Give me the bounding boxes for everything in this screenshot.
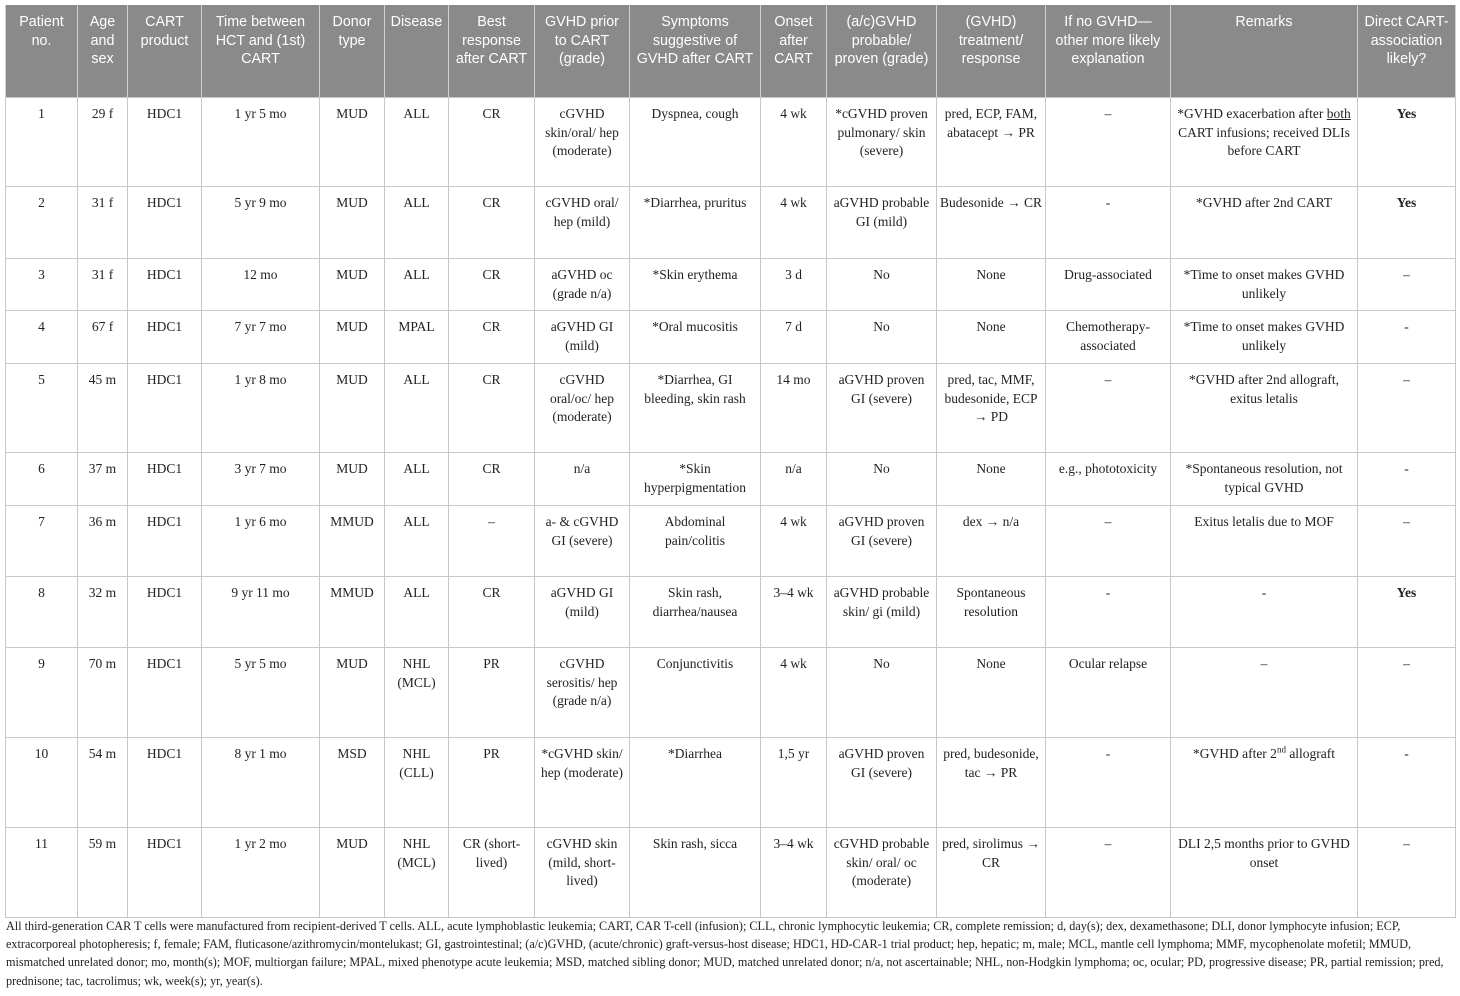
cell-explanation: e.g., phototoxicity <box>1046 453 1171 506</box>
cell-onset: 4 wk <box>761 187 827 259</box>
cell-remarks: *Time to onset makes GVHD unlikely <box>1171 311 1358 364</box>
cell-gvhd-proven: aGVHD proven GI (severe) <box>827 364 937 453</box>
cell-remarks: *Time to onset makes GVHD unlikely <box>1171 259 1358 311</box>
cell-patient-no: 1 <box>6 98 78 187</box>
cell-disease: NHL (MCL) <box>385 648 449 738</box>
cell-explanation: – <box>1046 828 1171 918</box>
cell-donor-type: MUD <box>320 828 385 918</box>
cell-symptoms: *Diarrhea, GI bleeding, skin rash <box>630 364 761 453</box>
cell-treatment: pred, tac, MMF, budesonide, ECP → PD <box>937 364 1046 453</box>
cell-time-hct-cart: 1 yr 8 mo <box>202 364 320 453</box>
cell-gvhd-prior: aGVHD GI (mild) <box>535 577 630 648</box>
cell-patient-no: 5 <box>6 364 78 453</box>
cell-disease: ALL <box>385 364 449 453</box>
remark-text: *GVHD exacerbation after <box>1177 106 1327 121</box>
cell-cart-association: – <box>1358 364 1456 453</box>
cell-age-sex: 32 m <box>78 577 128 648</box>
cell-time-hct-cart: 1 yr 5 mo <box>202 98 320 187</box>
cell-cart-association: - <box>1358 453 1456 506</box>
cell-cart-product: HDC1 <box>128 506 202 577</box>
cell-time-hct-cart: 3 yr 7 mo <box>202 453 320 506</box>
cell-cart-association: – <box>1358 648 1456 738</box>
cell-remarks: Exitus letalis due to MOF <box>1171 506 1358 577</box>
cell-age-sex: 67 f <box>78 311 128 364</box>
table-row <box>6 506 1456 577</box>
col-header-cart-association: Direct CART-association likely? <box>1358 5 1456 98</box>
col-header-explanation: If no GVHD—other more likely explanation <box>1046 5 1171 98</box>
cell-donor-type: MMUD <box>320 577 385 648</box>
cell-time-hct-cart: 5 yr 5 mo <box>202 648 320 738</box>
table-row <box>6 648 1456 738</box>
col-header-symptoms: Symptoms suggestive of GVHD after CART <box>630 5 761 98</box>
table-row <box>6 259 1456 311</box>
cell-age-sex: 31 f <box>78 187 128 259</box>
table-row <box>6 364 1456 453</box>
cell-donor-type: MSD <box>320 738 385 828</box>
cell-gvhd-prior: *cGVHD skin/ hep (moderate) <box>535 738 630 828</box>
table-row <box>6 187 1456 259</box>
cell-age-sex: 70 m <box>78 648 128 738</box>
cell-explanation: - <box>1046 187 1171 259</box>
cell-onset: 3 d <box>761 259 827 311</box>
cell-remarks: *GVHD after 2nd CART <box>1171 187 1358 259</box>
cell-gvhd-prior: cGVHD oral/ hep (mild) <box>535 187 630 259</box>
cell-gvhd-proven: aGVHD proven GI (severe) <box>827 738 937 828</box>
table-body <box>6 98 1456 918</box>
cell-cart-association: – <box>1358 259 1456 311</box>
cell-gvhd-prior: cGVHD skin (mild, short-lived) <box>535 828 630 918</box>
cell-disease: ALL <box>385 577 449 648</box>
cell-gvhd-proven: No <box>827 453 937 506</box>
cell-disease: ALL <box>385 506 449 577</box>
cell-remarks: – <box>1171 648 1358 738</box>
cell-best-response: PR <box>449 648 535 738</box>
cell-cart-product: HDC1 <box>128 187 202 259</box>
cell-time-hct-cart: 8 yr 1 mo <box>202 738 320 828</box>
cell-treatment: None <box>937 648 1046 738</box>
cell-time-hct-cart: 5 yr 9 mo <box>202 187 320 259</box>
cell-age-sex: 54 m <box>78 738 128 828</box>
cell-treatment: dex → n/a <box>937 506 1046 577</box>
cell-remarks <box>1171 98 1358 187</box>
cell-donor-type: MUD <box>320 98 385 187</box>
col-header-gvhd-proven: (a/c)GVHD probable/ proven (grade) <box>827 5 937 98</box>
cell-cart-association: – <box>1358 828 1456 918</box>
cell-best-response: PR <box>449 738 535 828</box>
cell-donor-type: MUD <box>320 648 385 738</box>
cell-remarks <box>1171 738 1358 828</box>
cell-remarks: *GVHD after 2nd allograft, exitus letalis <box>1171 364 1358 453</box>
cell-disease: MPAL <box>385 311 449 364</box>
cell-treatment: Spontaneous resolution <box>937 577 1046 648</box>
cell-patient-no: 4 <box>6 311 78 364</box>
cell-explanation: – <box>1046 98 1171 187</box>
cell-best-response: CR <box>449 453 535 506</box>
cell-remarks: DLI 2,5 months prior to GVHD onset <box>1171 828 1358 918</box>
table-row <box>6 311 1456 364</box>
cell-disease: ALL <box>385 187 449 259</box>
cell-age-sex: 29 f <box>78 98 128 187</box>
cell-cart-association: – <box>1358 506 1456 577</box>
cell-best-response: CR <box>449 259 535 311</box>
cell-cart-product: HDC1 <box>128 738 202 828</box>
col-header-cart-product: CART product <box>128 5 202 98</box>
cell-cart-product: HDC1 <box>128 364 202 453</box>
remark-text: allograft <box>1285 746 1336 761</box>
cell-best-response: CR (short-lived) <box>449 828 535 918</box>
cell-gvhd-prior: cGVHD serositis/ hep (grade n/a) <box>535 648 630 738</box>
cell-gvhd-proven: *cGVHD proven pulmonary/ skin (severe) <box>827 98 937 187</box>
col-header-remarks: Remarks <box>1171 5 1358 98</box>
cell-gvhd-proven: No <box>827 259 937 311</box>
cell-cart-product: HDC1 <box>128 453 202 506</box>
cell-patient-no: 8 <box>6 577 78 648</box>
cell-treatment: pred, sirolimus → CR <box>937 828 1046 918</box>
cell-cart-association: - <box>1358 311 1456 364</box>
cell-patient-no: 3 <box>6 259 78 311</box>
cell-disease: ALL <box>385 98 449 187</box>
cell-donor-type: MUD <box>320 259 385 311</box>
cell-patient-no: 11 <box>6 828 78 918</box>
cell-age-sex: 36 m <box>78 506 128 577</box>
cell-best-response: CR <box>449 187 535 259</box>
cell-remarks: - <box>1171 577 1358 648</box>
col-header-patient-no: Patient no. <box>6 5 78 98</box>
cell-cart-product: HDC1 <box>128 648 202 738</box>
cell-best-response: CR <box>449 98 535 187</box>
cell-patient-no: 7 <box>6 506 78 577</box>
cell-gvhd-prior: a- & cGVHD GI (severe) <box>535 506 630 577</box>
cell-cart-association: Yes <box>1358 577 1456 648</box>
col-header-onset: Onset after CART <box>761 5 827 98</box>
cell-donor-type: MUD <box>320 187 385 259</box>
cell-gvhd-proven: No <box>827 311 937 364</box>
cell-cart-association: Yes <box>1358 187 1456 259</box>
cell-onset: 4 wk <box>761 506 827 577</box>
cell-cart-product: HDC1 <box>128 577 202 648</box>
cell-gvhd-prior: cGVHD skin/oral/ hep (moderate) <box>535 98 630 187</box>
cell-patient-no: 9 <box>6 648 78 738</box>
col-header-best-response: Best response after CART <box>449 5 535 98</box>
cell-gvhd-prior: cGVHD oral/oc/ hep (moderate) <box>535 364 630 453</box>
cell-time-hct-cart: 9 yr 11 mo <box>202 577 320 648</box>
cell-symptoms: *Diarrhea <box>630 738 761 828</box>
cell-explanation: Ocular relapse <box>1046 648 1171 738</box>
cell-treatment: Budesonide → CR <box>937 187 1046 259</box>
table-row <box>6 828 1456 918</box>
cell-explanation: – <box>1046 364 1171 453</box>
cell-symptoms: *Skin hyperpigmentation <box>630 453 761 506</box>
cell-treatment: pred, ECP, FAM, abatacept → PR <box>937 98 1046 187</box>
cell-time-hct-cart: 12 mo <box>202 259 320 311</box>
cell-disease: NHL (CLL) <box>385 738 449 828</box>
cell-gvhd-proven: aGVHD proven GI (severe) <box>827 506 937 577</box>
cell-gvhd-prior: aGVHD GI (mild) <box>535 311 630 364</box>
cell-treatment: pred, budesonide, tac → PR <box>937 738 1046 828</box>
cell-donor-type: MUD <box>320 364 385 453</box>
cell-patient-no: 6 <box>6 453 78 506</box>
cell-age-sex: 31 f <box>78 259 128 311</box>
cell-symptoms: *Diarrhea, pruritus <box>630 187 761 259</box>
col-header-treatment: (GVHD) treatment/ response <box>937 5 1046 98</box>
cell-symptoms: Skin rash, sicca <box>630 828 761 918</box>
cell-explanation: Drug-associated <box>1046 259 1171 311</box>
cell-explanation: - <box>1046 577 1171 648</box>
cell-disease: ALL <box>385 259 449 311</box>
cell-disease: NHL (MCL) <box>385 828 449 918</box>
remark-text: *GVHD after 2 <box>1192 746 1277 761</box>
table-row <box>6 453 1456 506</box>
table-row <box>6 98 1456 187</box>
cell-gvhd-prior: aGVHD oc (grade n/a) <box>535 259 630 311</box>
cell-onset: 14 mo <box>761 364 827 453</box>
cell-onset: n/a <box>761 453 827 506</box>
cell-onset: 3–4 wk <box>761 577 827 648</box>
cell-best-response: CR <box>449 364 535 453</box>
cell-cart-product: HDC1 <box>128 259 202 311</box>
cell-explanation: Chemotherapy-associated <box>1046 311 1171 364</box>
cell-onset: 1,5 yr <box>761 738 827 828</box>
col-header-gvhd-prior: GVHD prior to CART (grade) <box>535 5 630 98</box>
cell-onset: 3–4 wk <box>761 828 827 918</box>
cell-treatment: None <box>937 259 1046 311</box>
cell-symptoms: Skin rash, diarrhea/nausea <box>630 577 761 648</box>
cell-age-sex: 59 m <box>78 828 128 918</box>
cell-disease: ALL <box>385 453 449 506</box>
cell-gvhd-proven: aGVHD probable GI (mild) <box>827 187 937 259</box>
table-row <box>6 738 1456 828</box>
cell-remarks: *Spontaneous resolution, not typical GVHD <box>1171 453 1358 506</box>
cell-cart-association: - <box>1358 738 1456 828</box>
cell-treatment: None <box>937 453 1046 506</box>
col-header-age-sex: Age and sex <box>78 5 128 98</box>
cell-gvhd-proven: cGVHD probable skin/ oral/ oc (moderate) <box>827 828 937 918</box>
table-footnote: All third-generation CAR T cells were manufactured from recipient-derived T cells. ALL, acute lymphoblastic leukemia; CART, CAR T-cell (infusion); CLL, chronic lymphocytic leukemia; CR, complete remission; d, day(s); dex, dexamethasone; DLI, donor lymphocyte infusion; ECP, extracorporeal photopheresis; f, female; FAM, fluticasone/azithromycin/montelukast; GI, gastrointestinal; (a/c)GVHD, (acute/chronic) graft-versus-host disease; HDC1, HD-CAR-1 trial product; hep, hepatic; m, male; MCL, mantle cell lymphoma; MMF, mycophenolate mofetil; MMUD, mismatched unrelated donor; mo, month(s); MOF, multiorgan failure; MPAL, mixed phenotype acute leukemia; MSD, matched sibling donor; MUD, matched unrelated donor; n/a, not ascertainable; NHL, non-Hodgkin lymphoma; oc, ocular; PD, progressive disease; PR, partial remission; pred, prednisone; tac, tacrolimus; wk, week(s); yr, year(s). <box>6 919 1444 988</box>
cell-symptoms: *Skin erythema <box>630 259 761 311</box>
gvhd-table <box>5 5 1456 918</box>
cell-cart-product: HDC1 <box>128 311 202 364</box>
cell-gvhd-proven: No <box>827 648 937 738</box>
cell-time-hct-cart: 1 yr 2 mo <box>202 828 320 918</box>
col-header-donor-type: Donor type <box>320 5 385 98</box>
cell-onset: 4 wk <box>761 648 827 738</box>
cell-time-hct-cart: 7 yr 7 mo <box>202 311 320 364</box>
cell-cart-product: HDC1 <box>128 98 202 187</box>
remark-text: CART infusions; received DLIs before CART <box>1178 124 1350 159</box>
cell-age-sex: 45 m <box>78 364 128 453</box>
cell-symptoms: Conjunctivitis <box>630 648 761 738</box>
cell-time-hct-cart: 1 yr 6 mo <box>202 506 320 577</box>
cell-cart-product: HDC1 <box>128 828 202 918</box>
cell-patient-no: 2 <box>6 187 78 259</box>
cell-donor-type: MUD <box>320 311 385 364</box>
cell-donor-type: MUD <box>320 453 385 506</box>
cell-onset: 4 wk <box>761 98 827 187</box>
cell-cart-association: Yes <box>1358 98 1456 187</box>
cell-explanation: - <box>1046 738 1171 828</box>
cell-symptoms: Abdominal pain/colitis <box>630 506 761 577</box>
cell-donor-type: MMUD <box>320 506 385 577</box>
remark-superscript: nd <box>1276 744 1286 755</box>
cell-onset: 7 d <box>761 311 827 364</box>
cell-best-response: CR <box>449 311 535 364</box>
cell-patient-no: 10 <box>6 738 78 828</box>
cell-symptoms: *Oral mucositis <box>630 311 761 364</box>
cell-age-sex: 37 m <box>78 453 128 506</box>
table-row <box>6 577 1456 648</box>
col-header-time-hct-cart: Time between HCT and (1st) CART <box>202 5 320 98</box>
cell-best-response: – <box>449 506 535 577</box>
remark-underlined: both <box>1326 106 1351 121</box>
cell-best-response: CR <box>449 577 535 648</box>
cell-treatment: None <box>937 311 1046 364</box>
cell-symptoms: Dyspnea, cough <box>630 98 761 187</box>
table-header-row <box>6 5 1456 98</box>
cell-gvhd-proven: aGVHD probable skin/ gi (mild) <box>827 577 937 648</box>
col-header-disease: Disease <box>385 5 449 98</box>
cell-explanation: – <box>1046 506 1171 577</box>
cell-gvhd-prior: n/a <box>535 453 630 506</box>
